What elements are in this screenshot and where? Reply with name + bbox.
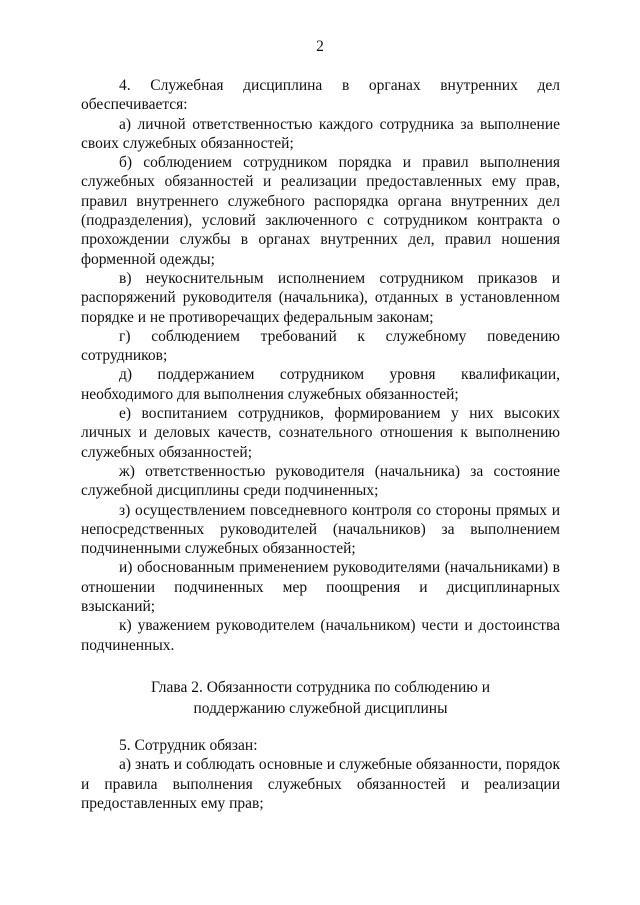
list-item-e: е) воспитанием сотрудников, формированием у них высоких личных и деловых качеств, сознательного отношения к выполнению служебных обязанностей; xyxy=(81,405,560,461)
list-item-b: б) соблюдением сотрудником порядка и правил выполнения служебных обязанностей и реализации предоставленных ему прав, правил внутреннего служебного распорядка органа внутренних дел (подразделения), условий заключенного с сотрудником контракта о прохождении службы в органах внутренних дел, правил ношения форменной одежды; xyxy=(81,154,560,268)
list-item-z: з) осуществлением повседневного контроля со стороны прямых и непосредственных руководителей (начальников) за выполнением подчиненными служебных обязанностей; xyxy=(81,501,560,558)
section-5-item-a: а) знать и соблюдать основные и служебные обязанности, порядок и правила выполнения служебных обязанностей и реализации предоставленных ему прав; xyxy=(81,756,560,812)
page-number: 2 xyxy=(316,38,324,55)
chapter-heading xyxy=(81,678,560,719)
list-item-g: г) соблюдением требований к служебному поведению сотрудников; xyxy=(81,327,560,365)
list-item-a: а) личной ответственностью каждого сотрудника за выполнение своих служебных обязанностей; xyxy=(81,115,560,152)
list-item-d: д) поддержанием сотрудником уровня квалификации, необходимого для выполнения служебных обязанностей; xyxy=(81,366,560,403)
list-item-zh: ж) ответственностью руководителя (начальника) за состояние служебной дисциплины среди подчиненных; xyxy=(81,462,560,500)
chapter-heading-line2: поддержанию служебной дисциплины xyxy=(193,699,448,717)
list-item-k: к) уважением руководителем (начальником) чести и достоинства подчиненных. xyxy=(81,617,560,654)
section-5-body xyxy=(81,736,560,813)
paragraph-5-intro: 5. Сотрудник обязан: xyxy=(119,737,258,754)
list-item-i: и) обоснованным применением руководителями (начальниками) в отношении подчиненных мер поощрения и дисциплинарных взысканий; xyxy=(81,559,560,616)
list-item-v: в) неукоснительным исполнением сотрудником приказов и распоряжений руководителя (начальника), отданных в установленном порядке и не противоречащих федеральным законам; xyxy=(81,269,560,326)
section-4-body xyxy=(81,76,560,655)
paragraph-4-intro: 4. Служебная дисциплина в органах внутренних дел обеспечивается: xyxy=(81,77,560,114)
chapter-heading-line1: Глава 2. Обязанности сотрудника по соблюдению и xyxy=(150,679,491,696)
